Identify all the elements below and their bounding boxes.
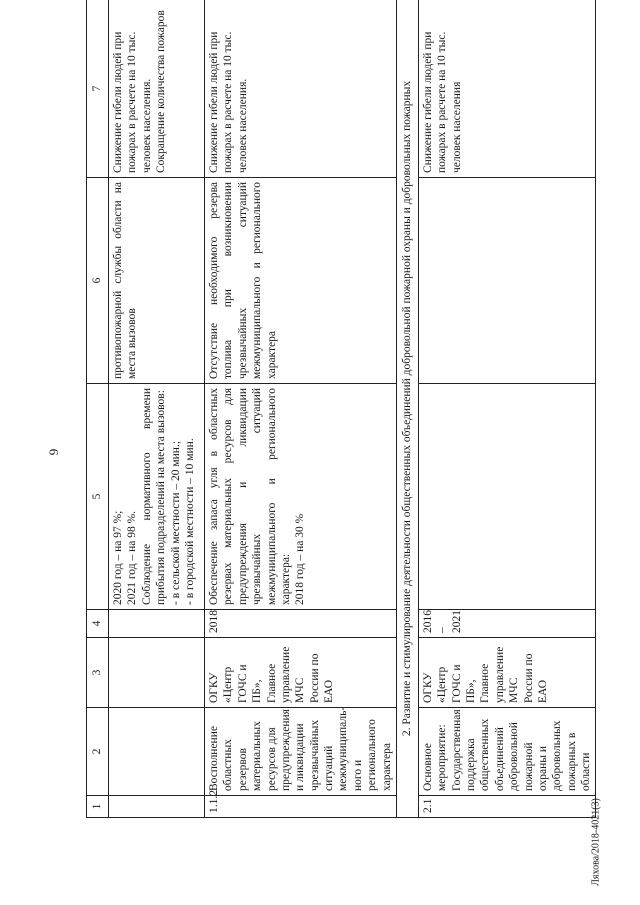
section-heading: 2. Развитие и стимулирование деятельности общественных объединений добровольной пожарной охраны и добровольных пожарных — [396, 0, 418, 818]
table-row — [418, 0, 596, 818]
cell-result: Обеспечение запаса угля в областных резервах материальных ресурсов для предупреждения и ликвидации чрезвычайных ситуаций межмуниципального и регионального характера: 2018 год – на 30 % — [205, 384, 397, 610]
cell-measure: Восполнение областных резервов материальных ресурсов для предупреждения и ликвидации чрезвычайных ситуаций межмуниципаль-ного и регионального характера — [205, 708, 397, 796]
col-number-7: 7 — [87, 0, 109, 178]
cell-consequence: противопожарной службы области на места вызовов — [109, 178, 205, 384]
program-measures-table — [86, 0, 596, 818]
col-number-4: 4 — [87, 610, 109, 638]
table-cell — [109, 610, 205, 638]
section-row — [396, 0, 418, 818]
cell-number: 1.1.2 — [205, 796, 397, 818]
table-cell — [109, 638, 205, 708]
cell-result: 2020 год – на 97 %; 2021 год – на 98 %. Соблюдение нормативного времени прибытия подразделений на места вызовов: - в сельской местности – 20 мин.; - в городской местности – 10 мин. — [109, 384, 205, 610]
cell-consequence — [418, 178, 596, 384]
document-code: Ляхова/2018-4021(3) — [590, 798, 602, 886]
col-number-5: 5 — [87, 384, 109, 610]
cell-years: 2018 — [205, 610, 397, 638]
cell-consequence: Отсутствие необходимого резерва топлива при возникновении чрезвычайных ситуаций межмуниципального и регионального характера — [205, 178, 397, 384]
col-number-6: 6 — [87, 178, 109, 384]
col-number-1: 1 — [87, 796, 109, 818]
rotated-table-container — [86, 0, 592, 818]
header-row — [87, 0, 109, 818]
table-cell — [109, 796, 205, 818]
cell-years: 2016 – 2021 — [418, 610, 596, 638]
page-number: 9 — [46, 448, 61, 456]
table-row — [109, 0, 205, 818]
cell-executor: ОГКУ «Центр ГОЧС и ПБ», Главное управление МЧС России по ЕАО — [418, 638, 596, 708]
table-row — [205, 0, 397, 818]
cell-measure: Основное мероприятие: Государственная поддержка общественных объединений добровольной пожарной охраны и добровольных пожарных в области — [418, 708, 596, 796]
cell-indicator: Снижение гибели людей при пожарах в расчете на 10 тыс. человек населения. — [205, 0, 397, 178]
cell-executor: ОГКУ «Центр ГОЧС и ПБ», Главное управление МЧС России по ЕАО — [205, 638, 397, 708]
col-number-3: 3 — [87, 638, 109, 708]
cell-indicator: Снижение гибели людей при пожарах в расчете на 10 тыс. человек населения — [418, 0, 596, 178]
cell-number: 2.1 — [418, 796, 596, 818]
col-number-2: 2 — [87, 708, 109, 796]
table-cell — [109, 708, 205, 796]
cell-indicator: Снижение гибели людей при пожарах в расчете на 10 тыс. человек населения. Сокращение количества пожаров — [109, 0, 205, 178]
cell-result — [418, 384, 596, 610]
